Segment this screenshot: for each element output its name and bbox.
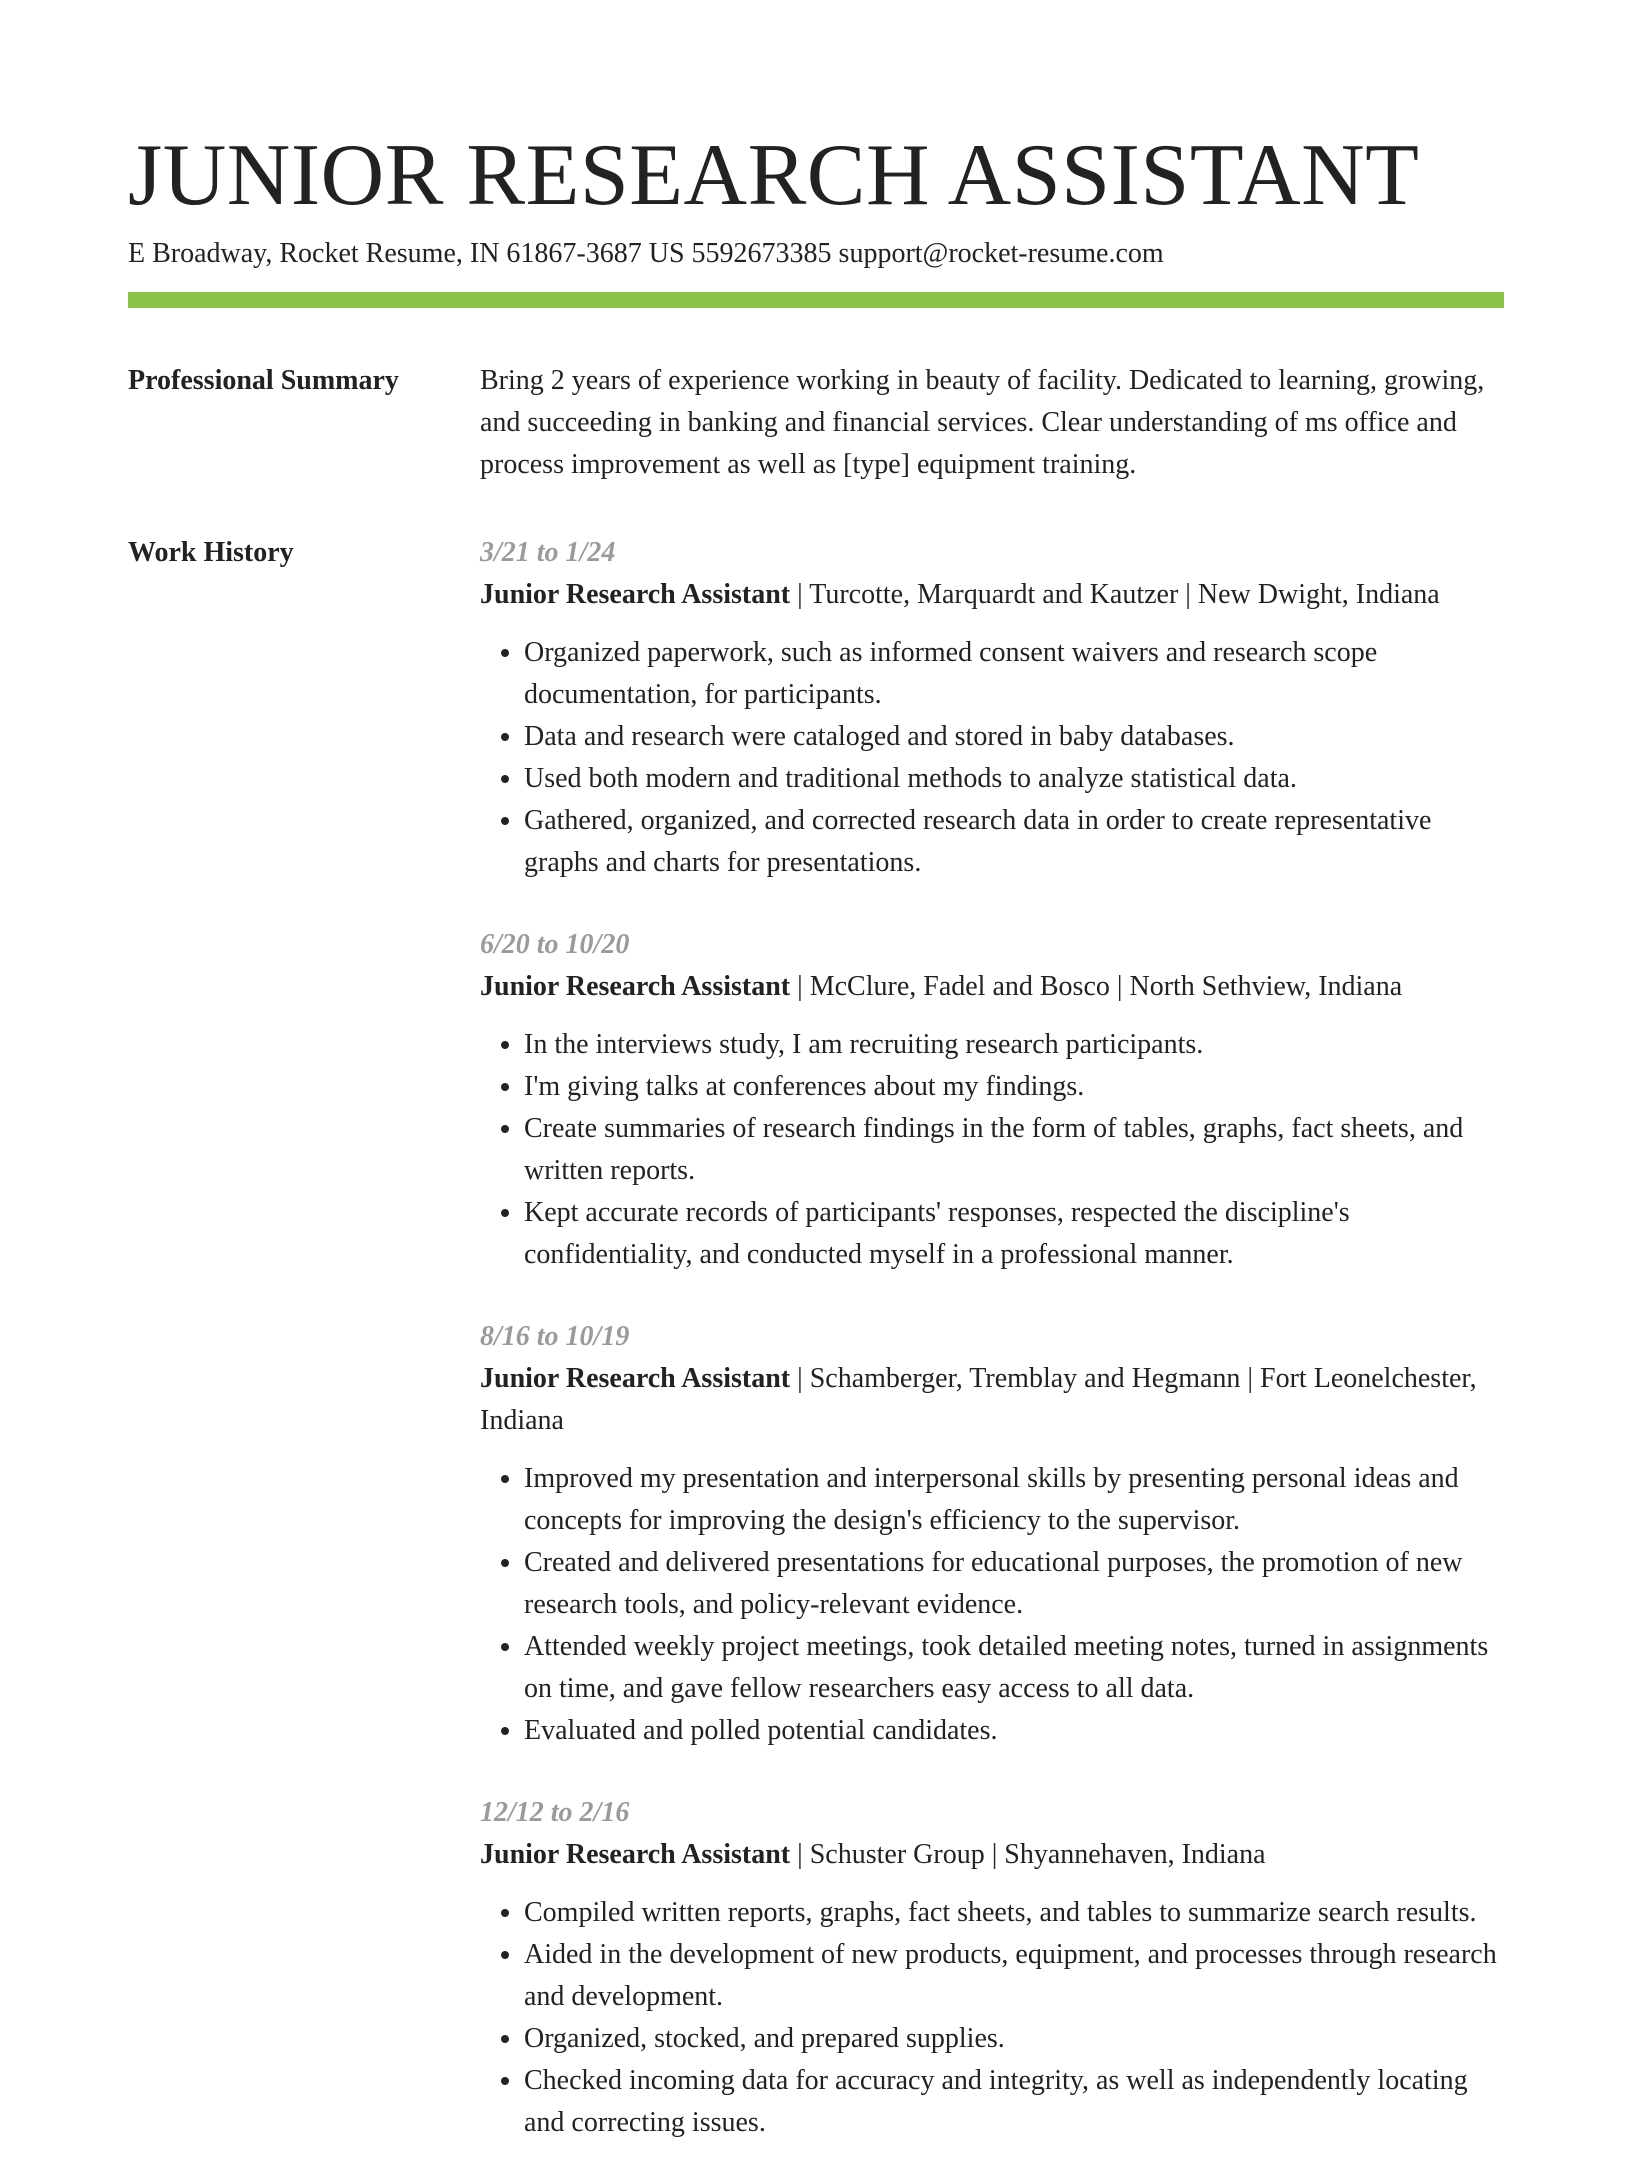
job-details: | Turcotte, Marquardt and Kautzer | New Dwight, Indiana <box>790 579 1440 610</box>
work-history-heading: Work History <box>128 537 294 568</box>
summary-heading: Professional Summary <box>128 365 399 396</box>
job-title-line <box>480 574 1504 616</box>
job-bullet: • Improved my presentation and interpersonal skills by presenting personal ideas and concepts for improving the design's efficiency to the supervisor. <box>524 1458 1504 1542</box>
job-bullet: • Evaluated and polled potential candidates. <box>524 1710 1504 1752</box>
job-bullet: • I'm giving talks at conferences about my findings. <box>524 1066 1504 1108</box>
job-bullet: • Gathered, organized, and corrected research data in order to create representative graphs and charts for presentations. <box>524 800 1504 884</box>
job-title-line <box>480 1358 1504 1442</box>
job-bullets <box>480 632 1504 884</box>
job-title: Junior Research Assistant <box>480 579 791 610</box>
resume-page <box>128 120 1504 2184</box>
job-entry <box>480 532 1504 884</box>
job-entry <box>480 924 1504 1276</box>
summary-text: Bring 2 years of experience working in beauty of facility. Dedicated to learning, growing, and succeeding in banking and financial services. Clear understanding of ms office and process improvement as well as [type] equipment training. <box>480 365 1485 480</box>
job-dates: 8/16 to 10/19 <box>480 1321 630 1352</box>
job-bullet: • Compiled written reports, graphs, fact sheets, and tables to summarize search results. <box>524 1892 1504 1934</box>
job-bullet: • In the interviews study, I am recruiting research participants. <box>524 1024 1504 1066</box>
job-title: Junior Research Assistant <box>480 971 791 1002</box>
job-bullet: • Organized, stocked, and prepared supplies. <box>524 2018 1504 2060</box>
job-bullets <box>480 1458 1504 1752</box>
job-bullet: • Used both modern and traditional methods to analyze statistical data. <box>524 758 1504 800</box>
accent-divider <box>128 292 1504 308</box>
job-title-line <box>480 966 1504 1008</box>
contact-line: E Broadway, Rocket Resume, IN 61867-3687 US 5592673385 support@rocket-resume.com <box>128 238 1164 269</box>
job-bullet: • Data and research were cataloged and stored in baby databases. <box>524 716 1504 758</box>
job-entry <box>480 1316 1504 1752</box>
job-title: Junior Research Assistant <box>480 1839 791 1870</box>
job-bullet: • Create summaries of research findings in the form of tables, graphs, fact sheets, and written reports. <box>524 1108 1504 1192</box>
job-details: | Schamberger, Tremblay and Hegmann | Fort Leonelchester, Indiana <box>480 1363 1477 1436</box>
job-bullets <box>480 1024 1504 1276</box>
job-details: | McClure, Fadel and Bosco | North Sethview, Indiana <box>790 971 1403 1002</box>
job-entry <box>480 1792 1504 2144</box>
job-bullet: • Created and delivered presentations for educational purposes, the promotion of new research tools, and policy-relevant evidence. <box>524 1542 1504 1626</box>
job-title: Junior Research Assistant <box>480 1363 791 1394</box>
job-dates: 3/21 to 1/24 <box>480 537 616 568</box>
job-bullet: • Attended weekly project meetings, took detailed meeting notes, turned in assignments on time, and gave fellow researchers easy access to all data. <box>524 1626 1504 1710</box>
resume-name: JUNIOR RESEARCH ASSISTANT <box>128 127 1420 224</box>
job-bullet: • Aided in the development of new products, equipment, and processes through research and development. <box>524 1934 1504 2018</box>
job-bullet: • Kept accurate records of participants' responses, respected the discipline's confidentiality, and conducted myself in a professional manner. <box>524 1192 1504 1276</box>
job-bullet: • Organized paperwork, such as informed consent waivers and research scope documentation, for participants. <box>524 632 1504 716</box>
job-title-line <box>480 1834 1504 1876</box>
job-details: | Schuster Group | Shyannehaven, Indiana <box>790 1839 1266 1870</box>
work-history-section <box>128 534 1504 2184</box>
job-dates: 12/12 to 2/16 <box>480 1797 630 1828</box>
job-dates: 6/20 to 10/20 <box>480 929 630 960</box>
summary-section <box>128 362 1504 486</box>
job-bullet: • Checked incoming data for accuracy and integrity, as well as independently locating and correcting issues. <box>524 2060 1504 2144</box>
job-bullets <box>480 1892 1504 2144</box>
work-history-list <box>480 532 1504 2184</box>
